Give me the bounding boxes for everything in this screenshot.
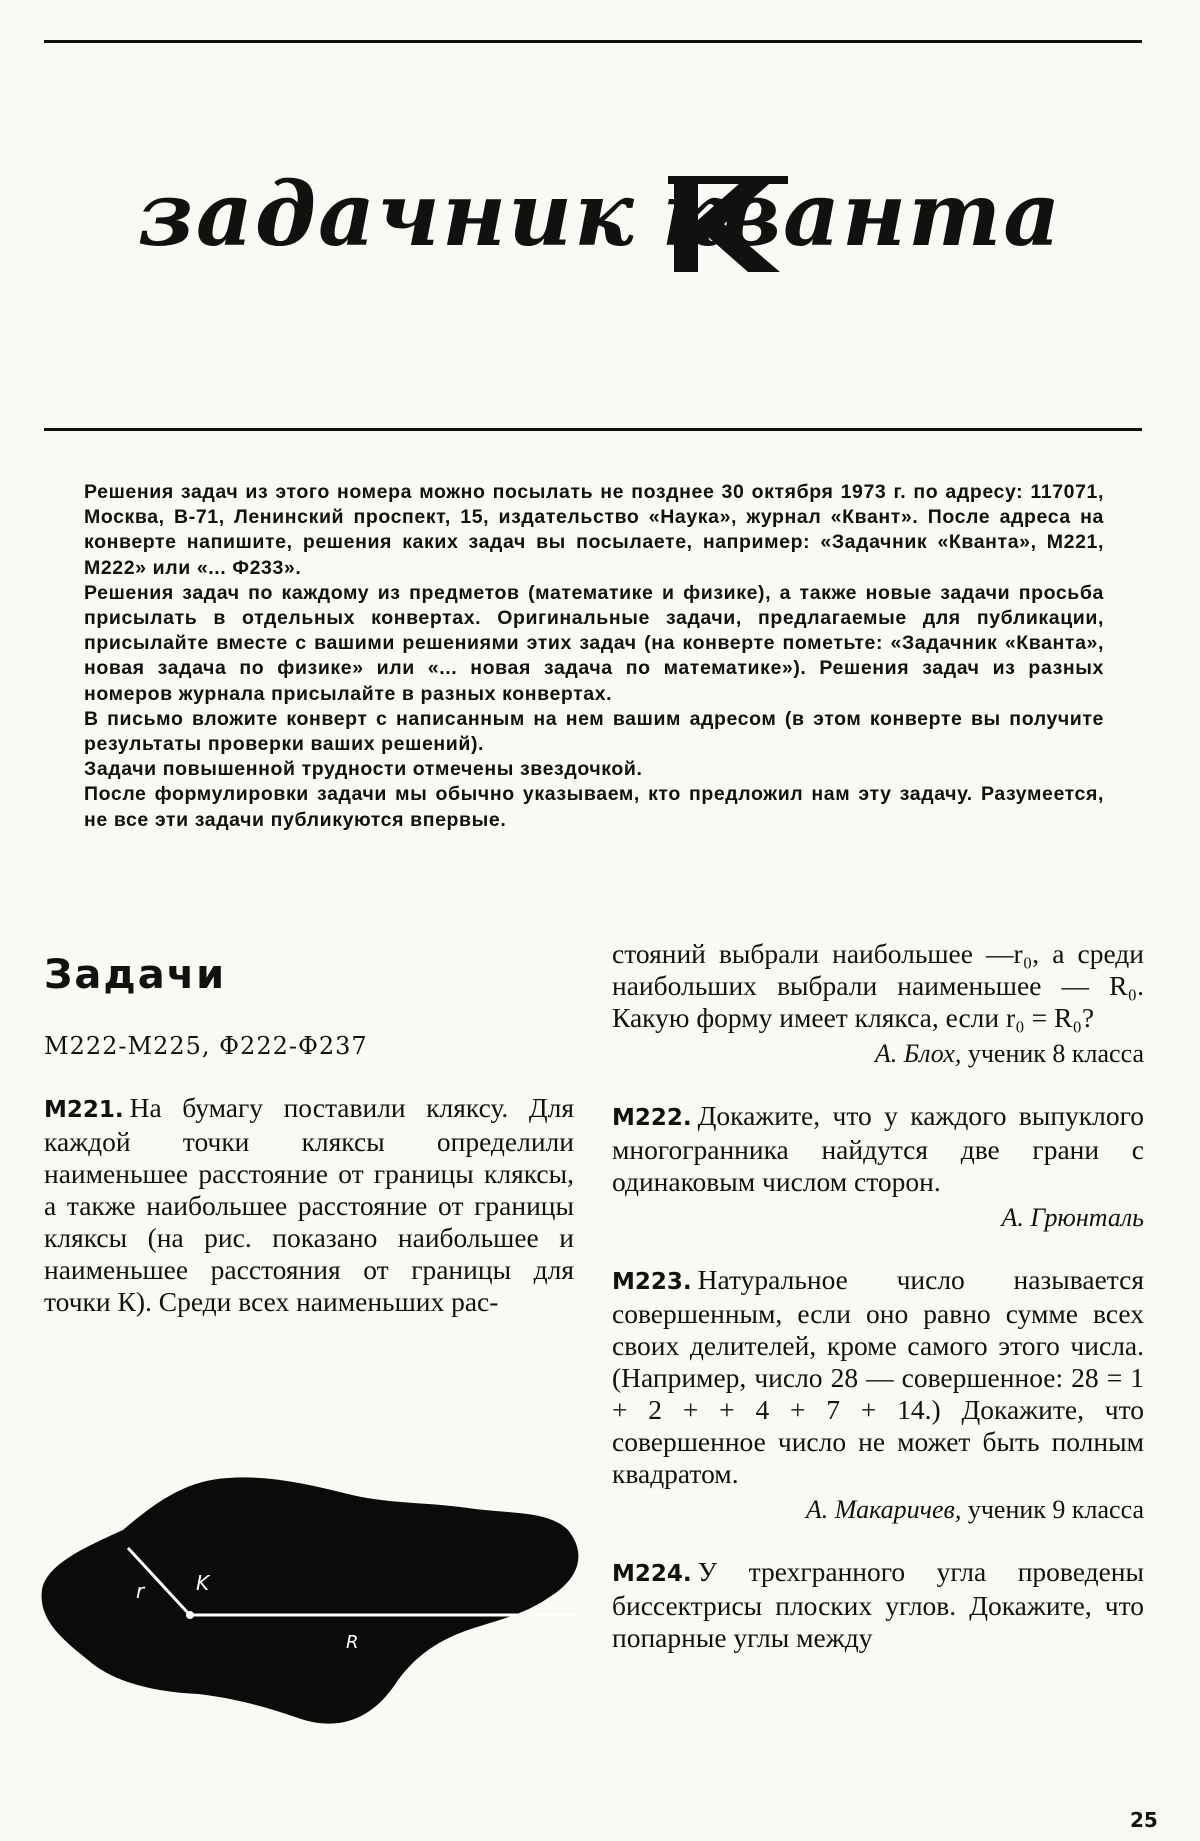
problem-text: стояний выбрали наибольшее —r₀, а среди наибольших выбрали наименьшее — R₀. Какую форму имеет клякса, если r₀ = R₀? <box>612 938 1144 1033</box>
author-name: А. Грюнталь <box>1001 1203 1144 1232</box>
label-R: R <box>346 1632 359 1653</box>
masthead-word-kvanta: кванта <box>661 162 1063 266</box>
intro-paragraph: Задачи повышенной трудности отмечены звездочкой. <box>84 758 643 781</box>
problem-id: М224. <box>612 1561 692 1587</box>
masthead <box>0 162 1200 290</box>
problem-text: Натуральное число называется совершенным, если оно равно сумме всех своих делителей, кроме самого этого числа. (Например, число 28 — совершенное: 28 = 1 + 2 + + 4 + 7 + 14.) Докажите, что совершенное число не может быть полным квадратом. <box>612 1264 1144 1489</box>
author-name: А. Макаричев, <box>805 1495 962 1524</box>
label-r: r <box>136 1579 145 1603</box>
blot-shape <box>42 1477 579 1723</box>
masthead-word-zadachnik: задачник <box>137 162 636 266</box>
problem-m224 <box>612 1556 1144 1654</box>
point-k <box>186 1611 194 1619</box>
left-column <box>44 952 574 1318</box>
problem-id: М221. <box>44 1097 124 1123</box>
author-note: ученик 9 класса <box>967 1495 1144 1524</box>
intro-paragraph: Решения задач из этого номера можно посылать не позднее 30 октября 1973 г. по адресу: 117071, Москва, В-71, Ленинский проспект, 15, издательство «Наука», журнал «Квант». После адреса на конверте напишите, решения каких задач вы посылаете, например: «Задачник «Кванта», М221, М222» или «... Ф233». <box>84 481 1104 579</box>
problem-text: У трехгранного угла проведены биссектрисы плоских углов. Докажите, что попарные углы между <box>612 1556 1144 1653</box>
right-column <box>612 938 1144 1684</box>
section-range: М222-М225, Ф222-Ф237 <box>44 1032 368 1060</box>
section-title: Задачи <box>44 952 227 998</box>
author-note: ученик 8 класса <box>967 1039 1144 1068</box>
problem-body <box>612 1100 1144 1198</box>
mid-rule <box>44 428 1142 431</box>
problem-body <box>612 1556 1144 1654</box>
problem-id: М223. <box>612 1269 692 1295</box>
blot-figure <box>28 1470 588 1730</box>
problem-text: Докажите, что у каждого выпуклого многогранника найдутся две грани с одинаковым числом сторон. <box>612 1100 1144 1197</box>
problem-author <box>612 1494 1144 1526</box>
problem-m221-part2 <box>612 938 1144 1070</box>
page-number: 25 <box>1130 1808 1158 1832</box>
author-name: А. Блох, <box>874 1039 962 1068</box>
intro-paragraph: В письмо вложите конверт с написанным на нем вашим адресом (в этом конверте вы получите результаты проверки ваших решений). <box>84 707 1104 756</box>
problem-m221-part1 <box>44 1092 574 1318</box>
problem-id: М222. <box>612 1105 692 1131</box>
problem-text: На бумагу поставили кляксу. Для каждой точки кляксы определили наименьшее расстояние от границы кляксы, а также наибольшее расстояние от границы кляксы (на рис. показано наибольшее и наименьшее расстояния от границы для точки К). Среди всех наименьших рас- <box>44 1092 574 1317</box>
intro-notice <box>84 480 1104 833</box>
problem-m223 <box>612 1264 1144 1526</box>
problem-author <box>612 1038 1144 1070</box>
intro-paragraph: Решения задач по каждому из предметов (математике и физике), а также новые задачи просьба присылать в отдельных конвертах. Оригинальные задачи, предлагаемые для публикации, присылайте вместе с вашими решениями этих задач (на конверте пометьте: «Задачник «Кванта», новая задача по физике» или «... новая задача по математике»). Решения задач из разных номеров журнала присылайте в разных конвертах. <box>84 581 1104 705</box>
label-k: K <box>196 1571 210 1595</box>
intro-paragraph: После формулировки задачи мы обычно указываем, кто предложил нам эту задачу. Разумеется, не все эти задачи публикуются впервые. <box>84 783 1104 831</box>
masthead-kvant <box>661 162 1063 266</box>
problem-author <box>612 1202 1144 1234</box>
top-rule <box>44 40 1142 43</box>
problem-body <box>612 1264 1144 1490</box>
problem-m222 <box>612 1100 1144 1234</box>
